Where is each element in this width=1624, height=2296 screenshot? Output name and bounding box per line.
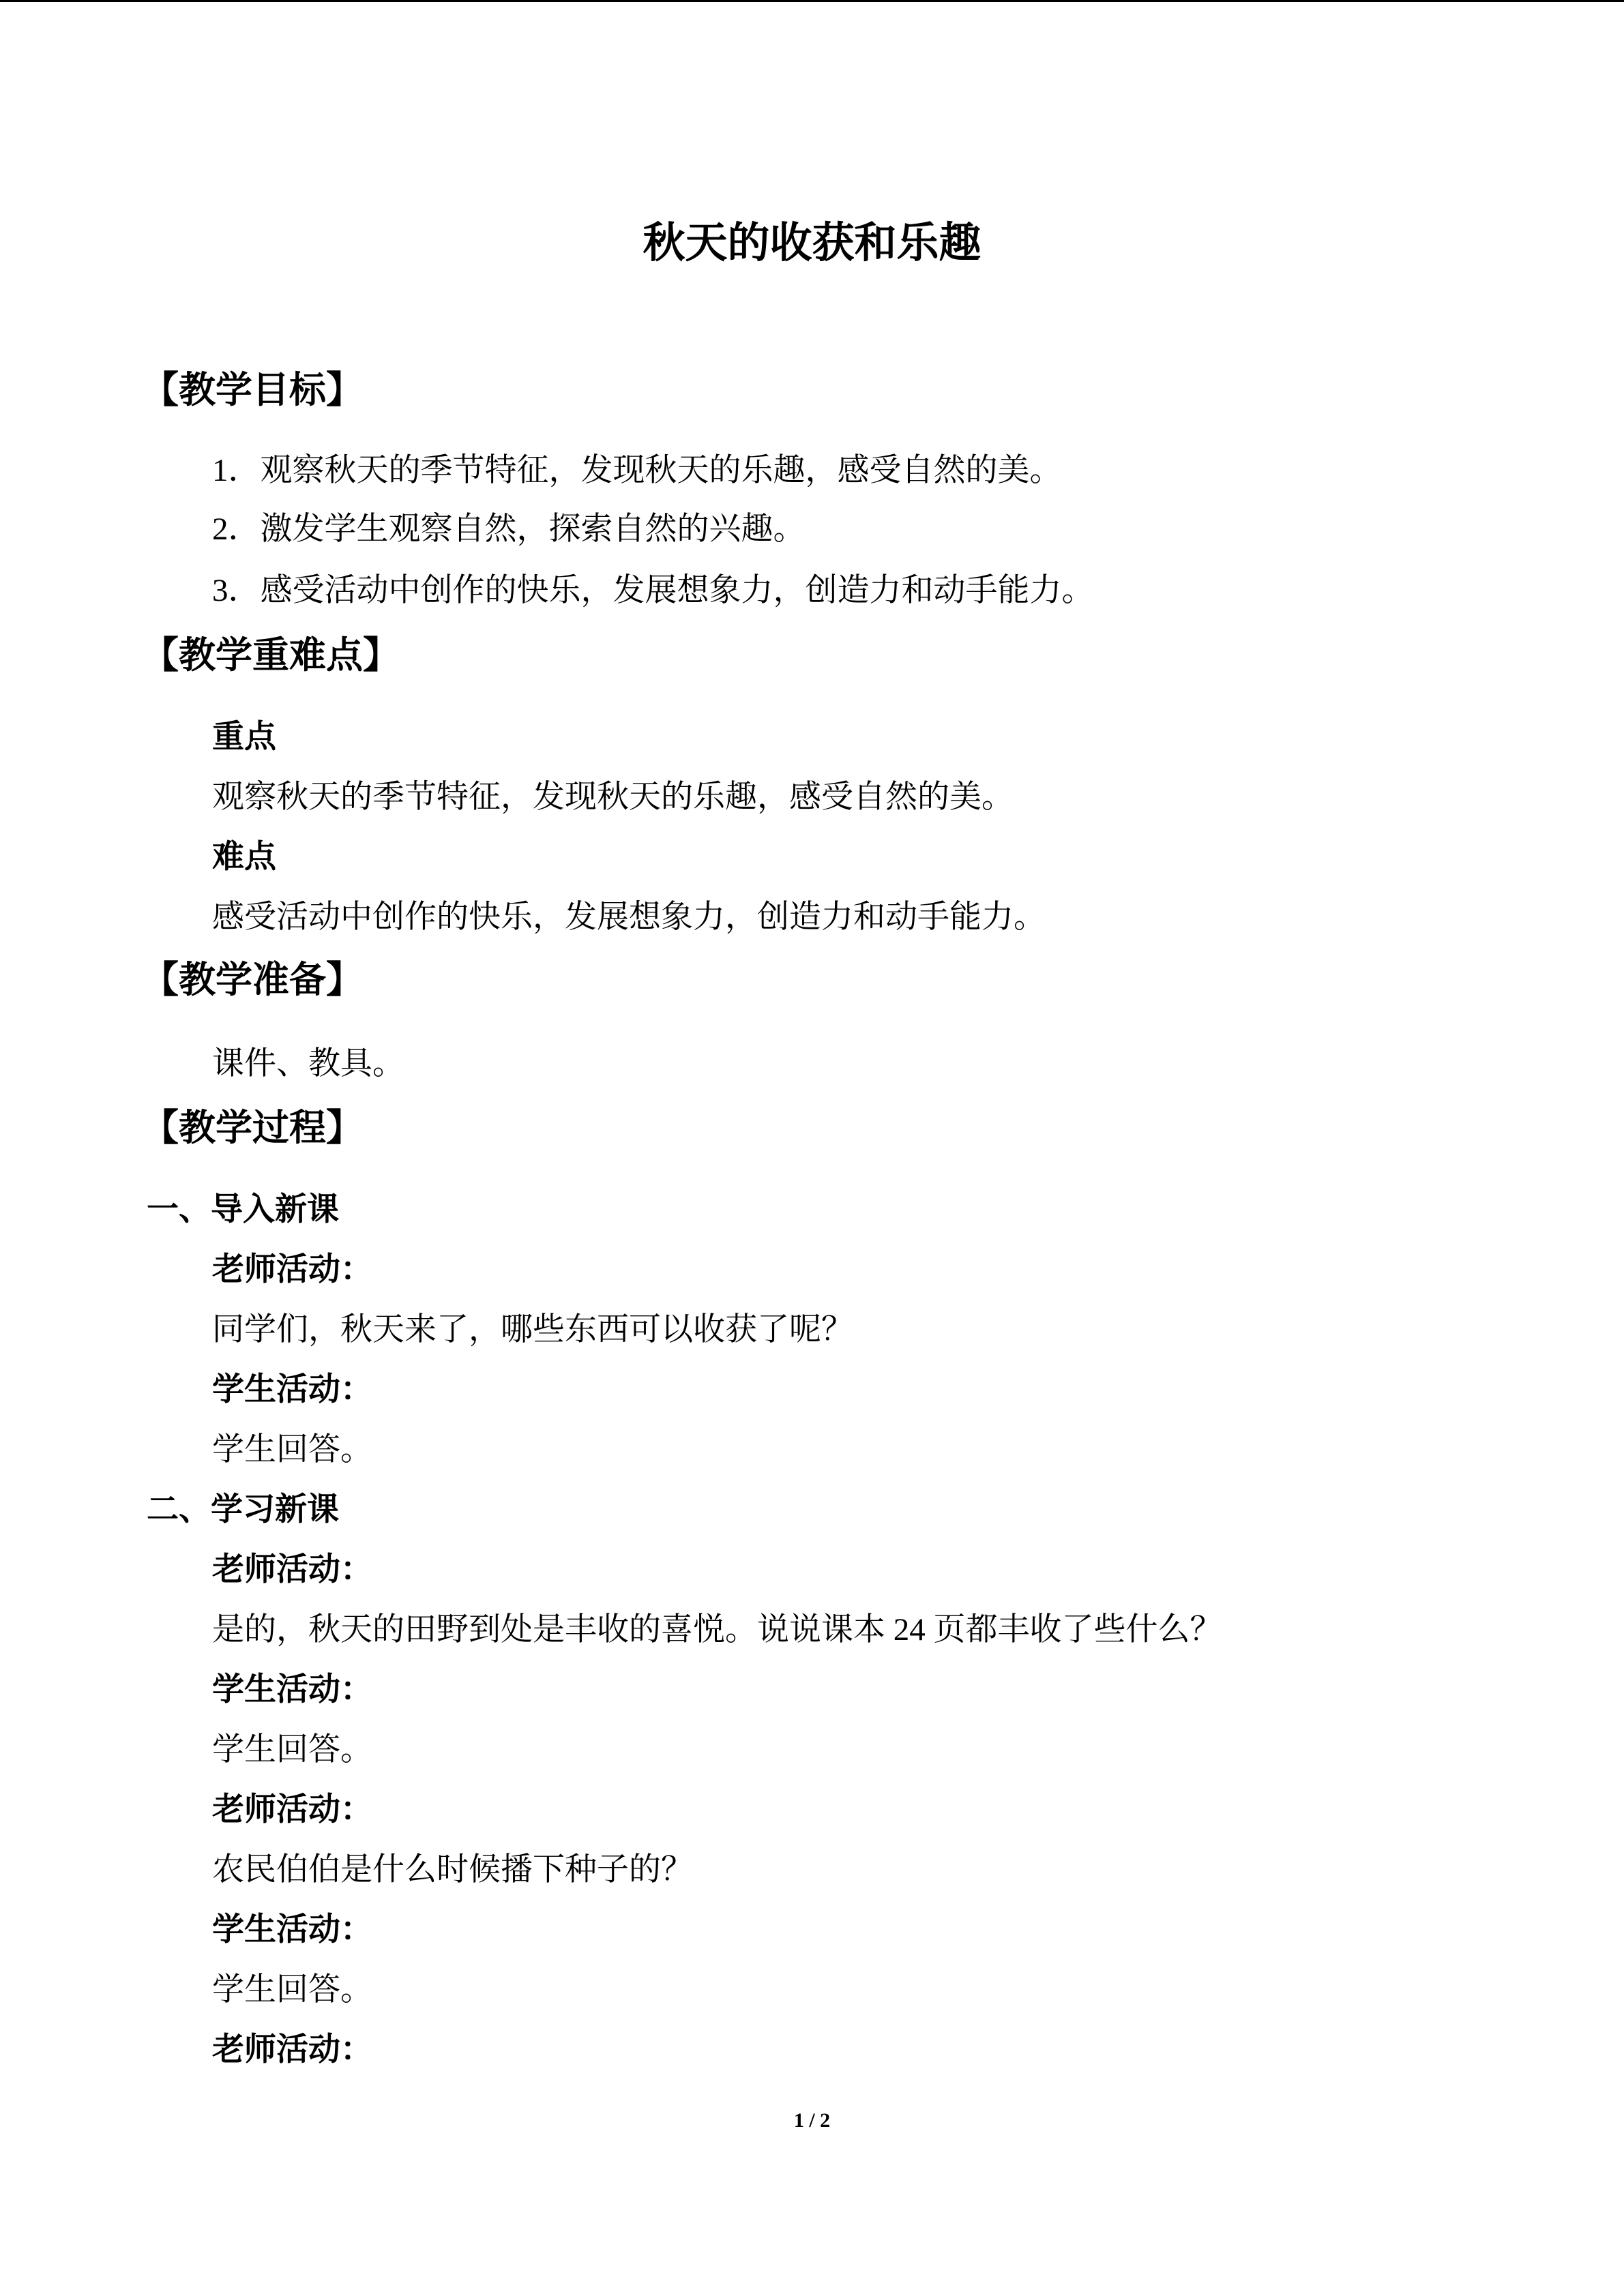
objective-item-2: 2．激发学生观察自然，探索自然的兴趣。: [212, 511, 806, 547]
student-activity-label: 学生活动：: [212, 1672, 372, 1708]
student-activity-text: 学生回答。: [212, 1432, 372, 1467]
student-activity-text: 学生回答。: [212, 1732, 372, 1768]
teacher-activity-text: 同学们，秋天来了，哪些东西可以收获了呢？: [212, 1312, 853, 1347]
teacher-activity-label: 老师活动：: [212, 1792, 372, 1828]
student-activity-text: 学生回答。: [212, 1972, 372, 2008]
key-point-text: 观察秋天的季节特征，发现秋天的乐趣，感受自然的美。: [212, 779, 1014, 815]
process-part-title: 一、导入新课: [147, 1192, 339, 1227]
difficulty-label: 难点: [212, 839, 276, 875]
objective-item-1: 1．观察秋天的季节特征，发现秋天的乐趣，感受自然的美。: [212, 453, 1062, 488]
teacher-activity-label: 老师活动：: [212, 1252, 372, 1287]
page-number: 1 / 2: [793, 2109, 831, 2132]
teacher-activity-text: 是的，秋天的田野到处是丰收的喜悦。说说课本 24 页都丰收了些什么？: [212, 1612, 1222, 1648]
objectives-heading: 【教学目标】: [142, 370, 363, 411]
preparation-text: 课件、教具。: [212, 1046, 404, 1082]
key-difficulties-heading: 【教学重难点】: [142, 635, 400, 676]
process-part-title: 二、学习新课: [147, 1492, 339, 1527]
document-title: 秋天的收获和乐趣: [643, 220, 981, 267]
preparation-heading: 【教学准备】: [142, 959, 363, 1000]
teacher-activity-label: 老师活动：: [212, 1552, 372, 1587]
teacher-activity-text: 农民伯伯是什么时候播下种子的？: [212, 1852, 693, 1888]
teacher-activity-label: 老师活动：: [212, 2032, 372, 2068]
key-point-label: 重点: [212, 719, 276, 755]
objective-item-3: 3．感受活动中创作的快乐，发展想象力，创造力和动手能力。: [212, 573, 1094, 608]
student-activity-label: 学生活动：: [212, 1912, 372, 1948]
difficulty-text: 感受活动中创作的快乐，发展想象力，创造力和动手能力。: [212, 899, 1046, 935]
process-heading: 【教学过程】: [142, 1107, 363, 1148]
student-activity-label: 学生活动：: [212, 1372, 372, 1407]
